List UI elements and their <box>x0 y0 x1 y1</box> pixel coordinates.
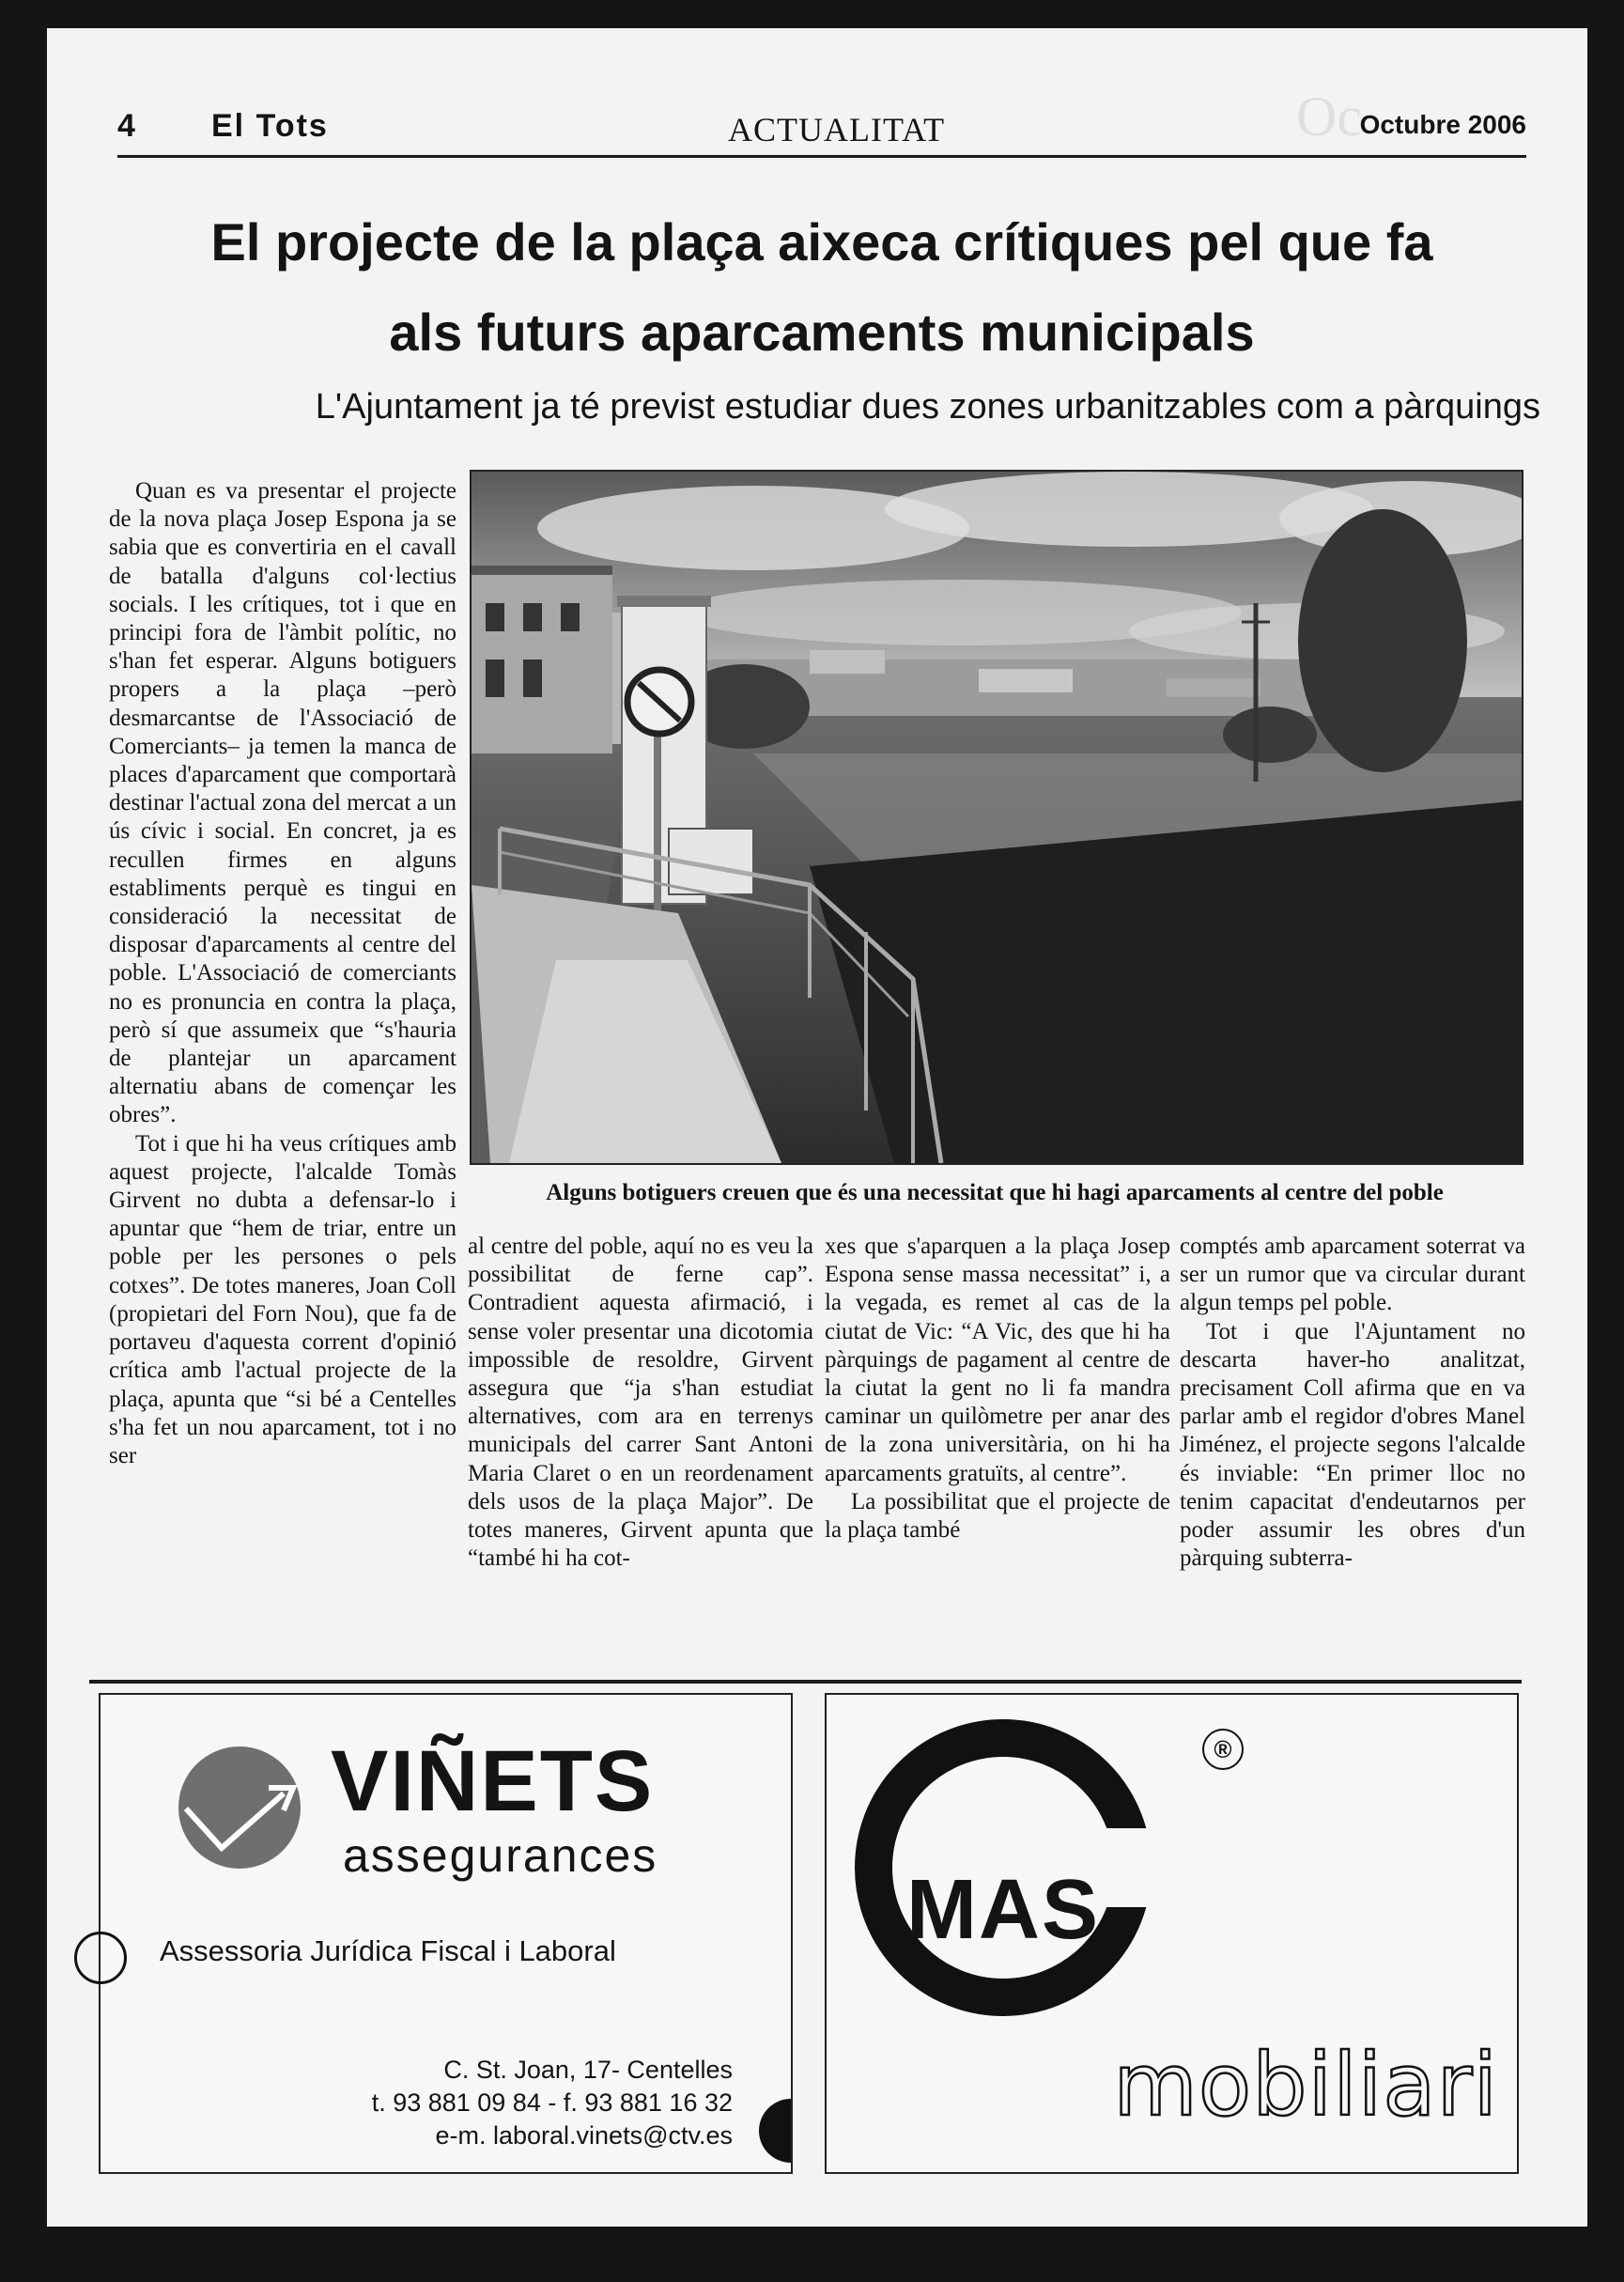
vinets-logo <box>178 1746 301 1869</box>
header-rule <box>117 155 1526 158</box>
bleed-through-texture: Oc <box>1296 85 1362 147</box>
street-scene-photo <box>472 472 1522 1163</box>
ad-vinets <box>99 1693 793 2174</box>
checkmark-arrow-icon <box>178 1746 301 1869</box>
vinets-subtitle: assegurances <box>343 1829 658 1882</box>
publication-name: El Tots <box>211 108 329 144</box>
subheadline: L'Ajuntament ja té previst estudiar dues zones urbanitzables com a pàrquings <box>315 387 1540 427</box>
article-column-4 <box>1180 1233 1525 1573</box>
ad-mas-mobiliari <box>825 1693 1519 2174</box>
article-paragraph: Tot i que hi ha veus crítiques amb aquest projecte, l'alcalde Tomàs Girvent no dubta a defensar-lo i apuntar que “hem de triar, entre un poble per les persones o pels cotxes”. De totes maneres, Joan Coll (propietari del Forn Nou), que fa de portaveu d'aquesta corrent d'opinió crítica amb l'actual projecte de la plaça, apunta que “si bé a Centelles s'ha fet un nou aparcament, tot i no ser <box>109 1130 456 1468</box>
headline-line-1: El projecte de la plaça aixeca crítiques pel que fa <box>210 212 1433 272</box>
vinets-contact <box>169 2054 733 2152</box>
vinets-name: VIÑETS <box>331 1733 655 1829</box>
vinets-address: C. St. Joan, 17- Centelles <box>443 2056 733 2084</box>
page-header <box>117 108 1526 155</box>
vinets-email: e-m. laboral.vinets@ctv.es <box>435 2121 733 2150</box>
section-name: ACTUALITAT <box>728 111 946 148</box>
photo-caption: Alguns botiguers creuen que és una necessitat que hi hagi aparcaments al centre del poble <box>546 1180 1444 1205</box>
registered-mark: ® <box>1202 1729 1244 1770</box>
issue-date: Octubre 2006 <box>1359 110 1526 139</box>
ads-separator-rule <box>89 1680 1522 1684</box>
article-column-3 <box>825 1233 1170 1545</box>
article-paragraph: Quan es va presentar el projecte de la nova plaça Josep Espona ja se sabia que es convertiria en el cavall de batalla d'alguns col·lectius socials. I les crítiques, tot i que en principi fora de l'àmbit polític, no s'han fet esperar. Alguns botiguers propers a la plaça –però desmarcantse de l'Associació de Comerciants– ja temen la manca de places d'aparcament que comportarà destinar l'actual zona del mercat a un ús cívic i social. En concret, ja es recullen firmes en alguns establiments perquè es tingui en consideració la necessitat de disposar d'aparcaments al centre del poble. L'Associació de comerciants no es pronuncia en contra la plaça, però sí que assumeix que “s'hauria de plantejar un aparcament alternatiu abans de començar les obres”. <box>109 478 456 1128</box>
headline <box>103 197 1540 378</box>
article-photo <box>470 470 1523 1165</box>
decorative-arc <box>74 1932 127 1984</box>
page-number: 4 <box>117 108 135 144</box>
vinets-tagline: Assessoria Jurídica Fiscal i Laboral <box>160 1934 616 1967</box>
mas-logo-text: MAS <box>906 1863 1100 1957</box>
article-column-1 <box>109 477 456 1470</box>
article-column-2 <box>468 1233 813 1573</box>
article-paragraph: La possibilitat que el projecte de la plaça també <box>825 1488 1170 1544</box>
headline-line-2: als futurs aparcaments municipals <box>389 303 1255 362</box>
mas-subtitle: mobiliari <box>1113 2035 1498 2135</box>
article-paragraph: xes que s'aparquen a la plaça Josep Espona sense massa necessitat” i, a la vegada, es remet al cas de la ciutat de Vic: “A Vic, des que hi ha pàrquings de pagament al centre de la ciutat la gent no li fa mandra caminar un quilòmetre per anar des de la zona universitària, on hi ha aparcaments gratuïts, al centre”. <box>825 1234 1170 1486</box>
vinets-phone: t. 93 881 09 84 - f. 93 881 16 32 <box>371 2088 733 2117</box>
article-paragraph: Tot i que l'Ajuntament no descarta haver-ho analitzat, precisament Coll afirma que en va parlar amb el regidor d'obres Manel Jiménez, el projecte segons l'alcalde és inviable: “En primer lloc no tenim capacitat d'endeutarnos per poder assumir les obres d'un pàrquing subterra- <box>1180 1318 1525 1572</box>
article-paragraph: al centre del poble, aquí no es veu la possibilitat de ferne cap”. Contradient aquesta afirmació, i sense voler presentar una dicotomia impossible de resoldre, Girvent assegura que “ja s'han estudiat alternatives, com ara en terrenys municipals del carrer Sant Antoni Maria Claret o en un reordenament dels usos de la plaça Major”. De totes maneres, Girvent apunta que “també hi ha cot- <box>468 1234 813 1572</box>
decorative-half-circle <box>759 2099 791 2163</box>
newspaper-page <box>47 28 1587 2227</box>
article-paragraph: comptés amb aparcament soterrat va ser un rumor que va circular durant algun temps pel poble. <box>1180 1234 1525 1316</box>
